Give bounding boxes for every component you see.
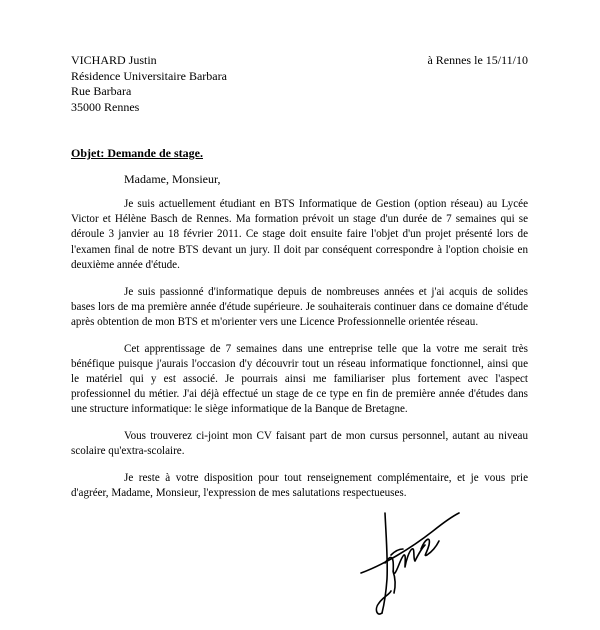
handwritten-signature — [355, 505, 475, 621]
sender-street: Rue Barbara — [71, 84, 132, 98]
signature-tail — [393, 571, 395, 593]
letter-body — [71, 197, 528, 513]
sender-residence: Résidence Universitaire Barbara — [71, 68, 227, 83]
sender-address-block — [71, 53, 227, 115]
paragraph-internship-benefits: Cet apprentissage de 7 semaines dans une entreprise telle que la votre me serait très bénéfique puisque j'aurais l'occasion d'y découvrir tout un réseau informatique fonctionnel, ainsi que le matériel qui y est associé. Je pourrais ainsi me familiariser plus fortement avec l'aspect professionnel du métier. J'ai déjà effectué un stage de ce type en fin de première année d'études dans une structure informatique: le siège informatique de la Banque de Bretagne. — [71, 342, 528, 416]
paragraph-motivation: Je suis passionné d'informatique depuis de nombreuses années et j'ai acquis de solides bases lors de ma première année d'étude supérieure. Je souhaiterais continuer dans ce domaine d'étude après obtention de mon BTS et m'orienter vers une Licence Professionnelle orientée réseau. — [71, 285, 528, 328]
paragraph-cv-attached: Vous trouverez ci-joint mon CV faisant part de mon cursus personnel, autant au niveau scolaire qu'extra-scolaire. — [71, 430, 528, 458]
place-and-date: à Rennes le 15/11/10 — [427, 53, 528, 67]
letter-subject: Objet: Demande de stage. — [71, 146, 203, 160]
salutation: Madame, Monsieur, — [124, 172, 221, 186]
sender-city: 35000 Rennes — [71, 99, 140, 114]
signature-cross-stroke — [361, 513, 459, 573]
sender-name: VICHARD Justin — [71, 53, 157, 67]
paragraph-introduction: Je suis actuellement étudiant en BTS Informatique de Gestion (option réseau) au Lycée Victor et Hélène Basch de Rennes. Ma formation prévoit un stage d'un durée de 7 semaines qui se déroule 3 janvier au 18 février 2011. Ce stage doit ensuite faire l'objet d'un projet présenté lors de l'examen final de notre BTS devant un jury. Il doit par conséquent correspondre à l'option choisie en deuxième année d'étude. — [71, 198, 528, 271]
paragraph-closing: Je reste à votre disposition pour tout renseignement complémentaire, et je vous prie d'agréer, Madame, Monsieur, l'expression de mes salutations respectueuses. — [71, 472, 528, 500]
